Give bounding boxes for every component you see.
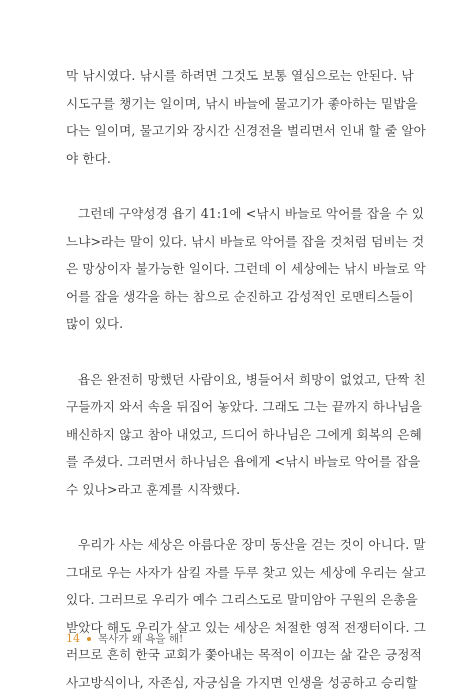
text-line: 은 망상이자 불가능한 일이다. 그런데 이 세상에는 낚시 바늘로 악	[66, 261, 426, 277]
body-text	[66, 62, 426, 697]
text-line: 야 한다.	[66, 150, 112, 166]
bullet-dot-icon	[87, 637, 91, 641]
paragraph	[66, 62, 426, 172]
text-line: 느냐>라는 말이 있다. 낚시 바늘로 악어를 잡을 것처럼 덤비는 것	[66, 233, 425, 249]
text-line: 수 있나>라고 훈계를 시작했다.	[66, 481, 241, 497]
text-line: 구들까지 와서 속을 뒤집어 놓았다. 그래도 그는 끝까지 하나님을	[66, 399, 422, 415]
text-line: 다는 일이며, 물고기와 장시간 신경전을 벌리면서 인내 할 줄 알아	[66, 123, 426, 139]
text-line: 시도구를 챙기는 일이며, 낚시 바늘에 물고기가 좋아하는 밑밥을	[66, 95, 418, 111]
text-line: 막 낚시였다. 낚시를 하려면 그것도 보통 열심으로는 안된다. 낚	[66, 68, 414, 83]
text-line: 러므로 흔히 한국 교회가 쫓아내는 목적이 이끄는 삶 같은 긍정적	[66, 647, 422, 663]
paragraph-gap	[66, 338, 384, 366]
text-line: 그런데 구약성경 욥기 41:1에 <낚시 바늘로 악어를 잡을 수 있	[78, 205, 425, 221]
text-line: 사고방식이나, 자존심, 자긍심을 가지면 인생을 성공하고 승리할	[66, 675, 418, 691]
text-line: 있다. 그러므로 우리가 예수 그리스도로 말미암아 구원의 은총을	[66, 592, 418, 608]
paragraph	[66, 531, 426, 697]
text-line: 배신하지 않고 참아 내었고, 드디어 하나님은 그에게 회복의 은혜	[66, 426, 422, 442]
page-number: 14	[66, 632, 80, 645]
page-footer	[66, 631, 183, 646]
paragraph-gap	[66, 172, 384, 200]
text-line: 어를 잡을 생각을 하는 참으로 순진하고 감성적인 로맨티스들이	[66, 288, 414, 304]
text-line: 많이 있다.	[66, 316, 124, 332]
paragraph	[66, 366, 426, 504]
text-line: 우리가 사는 세상은 아름다운 장미 동산을 걷는 것이 아니다. 말	[78, 537, 426, 553]
paragraph	[66, 200, 426, 338]
text-line: 받았다 해도 우리가 살고 있는 세상은 처절한 영적 전쟁터이다. 그	[66, 619, 426, 635]
text-line: 욥은 완전히 망했던 사람이요, 병들어서 희망이 없었고, 단짝 친	[78, 371, 426, 387]
text-line: 그대로 우는 사자가 삼킬 자를 두루 찾고 있는 세상에 우리는 살고	[66, 564, 426, 580]
text-line: 를 주셨다. 그러면서 하나님은 욥에게 <낚시 바늘로 악어를 잡을	[66, 454, 421, 470]
running-title: 목사가 왜 욕을 해!	[98, 633, 184, 645]
paragraph-gap	[66, 504, 384, 532]
